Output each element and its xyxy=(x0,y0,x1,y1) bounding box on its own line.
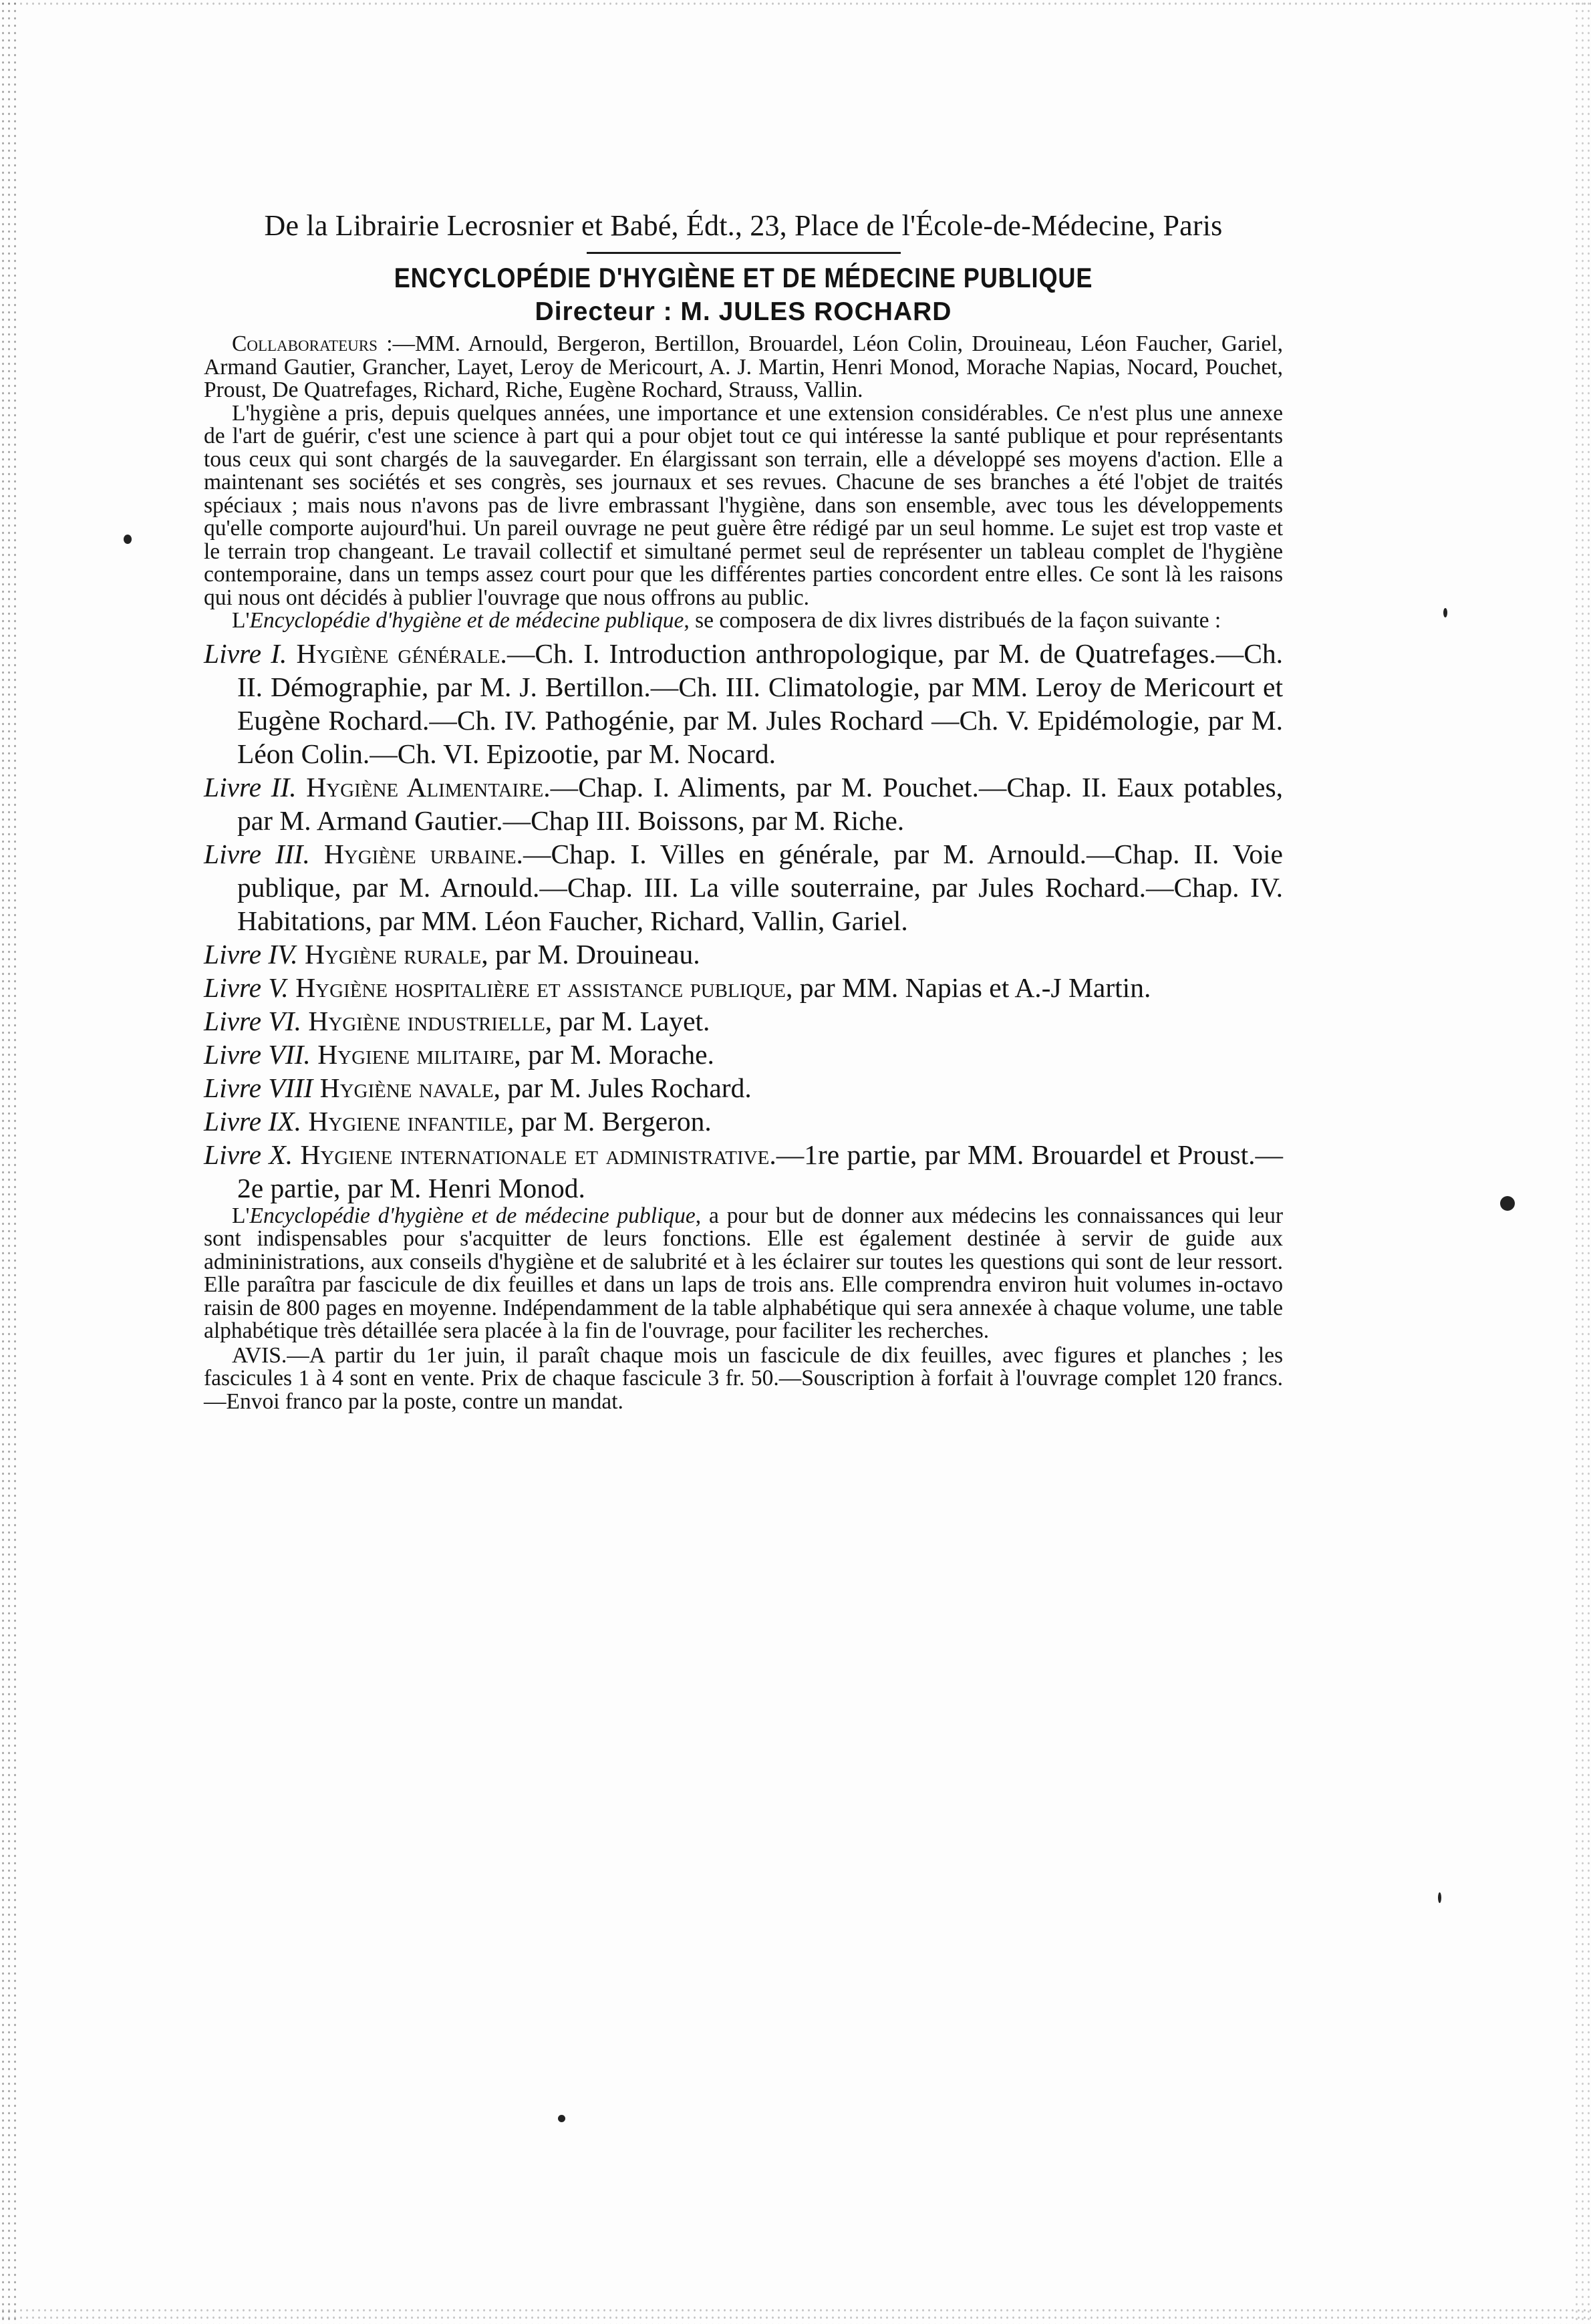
livre-title: Hygiène rurale, xyxy=(305,938,488,970)
livre-label: Livre VIII xyxy=(204,1072,313,1103)
livre-title: Hygiène urbaine. xyxy=(323,838,523,869)
livre-item xyxy=(204,1004,1283,1038)
livre-item xyxy=(204,1138,1283,1205)
right-edge-specks xyxy=(1574,0,1591,2324)
livre-label: Livre V. xyxy=(204,972,289,1003)
intro-paragraph: L'hygiène a pris, depuis quelques années, une importance et une extension considérables. Ce n'est plus une annexe de l'art de guérir, c'est une science à part qui a pour objet tout ce qui intéresse la santé publique et pour représentants tous ceux qui sont chargés de la sauvegarder. En élargissant son terrain, elle a développé ses moyens d'action. Elle a maintenant ses sociétés et ses congrès, ses journaux et ses revues. Chacune de ses branches a été l'objet de traités spéciaux ; mais nous n'avons pas de livre embrassant l'hygiène, dans son ensemble, avec tous les développements qu'elle comporte aujourd'hui. Un pareil ouvrage ne peut guère être rédigé par un seul homme. Le sujet est trop vaste et le terrain trop changeant. Le travail collectif et simultané permet seul de représenter un tableau complet de l'hygiène contemporaine, dans un temps assez court pour que les différentes parties concordent entre elles. Ce sont là les raisons qui nous ont décidés à publier l'ouvrage que nous offrons au public. xyxy=(204,400,1283,610)
distribution-prefix: L' xyxy=(232,608,250,633)
advertisement-content xyxy=(204,208,1283,1413)
purpose-prefix: L' xyxy=(232,1203,250,1228)
distribution-paragraph xyxy=(204,609,1283,633)
ink-spot xyxy=(1500,1196,1515,1211)
livre-label: Livre IV. xyxy=(204,938,298,970)
purpose-work-title: Encyclopédie d'hygiène et de médecine publique xyxy=(249,1203,696,1228)
livre-label: Livre X. xyxy=(204,1139,293,1170)
livre-label: Livre I. xyxy=(204,637,287,669)
livre-label: Livre II. xyxy=(204,771,297,803)
livre-item xyxy=(204,937,1283,971)
collaborators-list: —MM. Arnould, Bergeron, Bertillon, Brouardel, Léon Colin, Drouineau, Léon Faucher, Gariel, Armand Gautier, Grancher, Layet, Leroy de Mericourt, A. J. Martin, Henri Monod, Morache Napias, Nocard, Pouchet, Proust, De Quatrefages, Richard, Riche, Eugène Rochard, Strauss, Vallin. xyxy=(204,331,1283,402)
livre-label: Livre VI. xyxy=(204,1005,301,1036)
encyclopedia-title: ENCYCLOPÉDIE D'HYGIÈNE ET DE MÉDECINE PUBLIQUE xyxy=(394,262,1093,293)
title-rule xyxy=(587,252,901,254)
livre-label: Livre IX. xyxy=(204,1105,301,1137)
livre-item xyxy=(204,837,1283,937)
livre-item xyxy=(204,971,1283,1004)
livre-text: par M. Jules Rochard. xyxy=(500,1072,752,1103)
livre-title: Hygiene infantile, xyxy=(308,1105,515,1137)
livre-item xyxy=(204,1038,1283,1071)
ink-spot xyxy=(558,2115,565,2122)
collaborators-paragraph xyxy=(204,333,1283,402)
livre-title: Hygiène hospitalière et assistance publique, xyxy=(295,972,793,1003)
avis-notice: AVIS.—A partir du 1er juin, il paraît chaque mois un fascicule de dix feuilles, avec figures et planches ; les fascicules 1 à 4 sont en vente. Prix de chaque fascicule 3 fr. 50.—Souscription à forfait à l'ouvrage complet 120 francs. —Envoi franco par la poste, contre un mandat. xyxy=(204,1342,1283,1414)
livre-title: Hygiène générale. xyxy=(296,637,507,669)
ink-spot xyxy=(1443,608,1447,617)
bottom-edge-specks xyxy=(0,2307,1591,2324)
livres-list xyxy=(204,637,1283,1205)
livre-label: Livre VII. xyxy=(204,1038,311,1070)
livre-item xyxy=(204,637,1283,770)
livre-item xyxy=(204,770,1283,837)
livre-item xyxy=(204,1071,1283,1105)
collaborators-label: Collaborateurs : xyxy=(232,331,393,356)
ink-spot xyxy=(124,535,132,544)
livre-text: par M. Layet. xyxy=(552,1005,710,1036)
livre-text: —Ch. I. Introduction anthropologique, par M. de Quatrefages.—Ch. II. Démographie, par M. J. Bertillon.—Ch. III. Climatologie, par MM. Leroy de Mericourt et Eugène Rochard.—Ch. IV. Pathogénie, par M. Jules Rochard —Ch. V. Epidémologie, par M. Léon Colin.—Ch. VI. Epizootie, par M. Nocard. xyxy=(237,637,1283,769)
livre-text: —Chap. I. Villes en générale, par M. Arnould.—Chap. II. Voie publique, par M. Arnould.—Chap. III. La ville souterraine, par Jules Rochard.—Chap. IV. Habitations, par MM. Léon Faucher, Richard, Vallin, Gariel. xyxy=(237,838,1283,936)
publisher-imprint: De la Librairie Lecrosnier et Babé, Édt., 23, Place de l'École-de-Médecine, Paris xyxy=(264,209,1223,242)
distribution-text: , se composera de dix livres distribués de la façon suivante : xyxy=(684,608,1221,633)
purpose-paragraph xyxy=(204,1205,1283,1343)
top-edge-specks xyxy=(0,0,1591,9)
livre-label: Livre III. xyxy=(204,838,310,869)
livre-text: —Chap. I. Aliments, par M. Pouchet.—Chap. II. Eaux potables, par M. Armand Gautier.—Chap III. Boissons, par M. Riche. xyxy=(237,771,1284,836)
director-line: Directeur : M. JULES ROCHARD xyxy=(535,297,952,326)
livre-title: Hygiène industrielle, xyxy=(308,1005,553,1036)
livre-text: par M. Morache. xyxy=(521,1038,714,1070)
livre-title: Hygiene militaire, xyxy=(317,1038,521,1070)
distribution-work-title: Encyclopédie d'hygiène et de médecine publique xyxy=(249,608,684,633)
livre-item xyxy=(204,1105,1283,1138)
livre-title: Hygiène navale, xyxy=(319,1072,500,1103)
livre-text: —1re partie, par MM. Brouardel et Proust.—2e partie, par M. Henri Monod. xyxy=(237,1139,1284,1203)
ink-spot xyxy=(1438,1892,1441,1903)
livre-title: Hygiene internationale et administrative. xyxy=(300,1139,776,1170)
livre-title: Hygiène Alimentaire. xyxy=(306,771,551,803)
livre-text: par M. Drouineau. xyxy=(488,938,700,970)
left-edge-specks xyxy=(0,0,17,2324)
livre-text: par MM. Napias et A.-J Martin. xyxy=(792,972,1151,1003)
livre-text: par M. Bergeron. xyxy=(514,1105,712,1137)
purpose-text: , a pour but de donner aux médecins les connaissances qui leur sont indispensables pour s'acquitter de leurs fonctions. Elle est également destinée à servir de guide aux admininistrations, aux conseils d'hygiène et de salubrité et à les éclairer sur toutes les questions qui sont de leur ressort. Elle paraîtra par fascicule de dix feuilles et dans un laps de trois ans. Elle comprendra environ huit volumes in-octavo raisin de 800 pages en moyenne. Indépendamment de la table alphabétique qui sera annexée à chaque volume, une table alphabétique très détaillée sera placée à la fin de l'ouvrage, pour faciliter les recherches. xyxy=(204,1203,1284,1343)
